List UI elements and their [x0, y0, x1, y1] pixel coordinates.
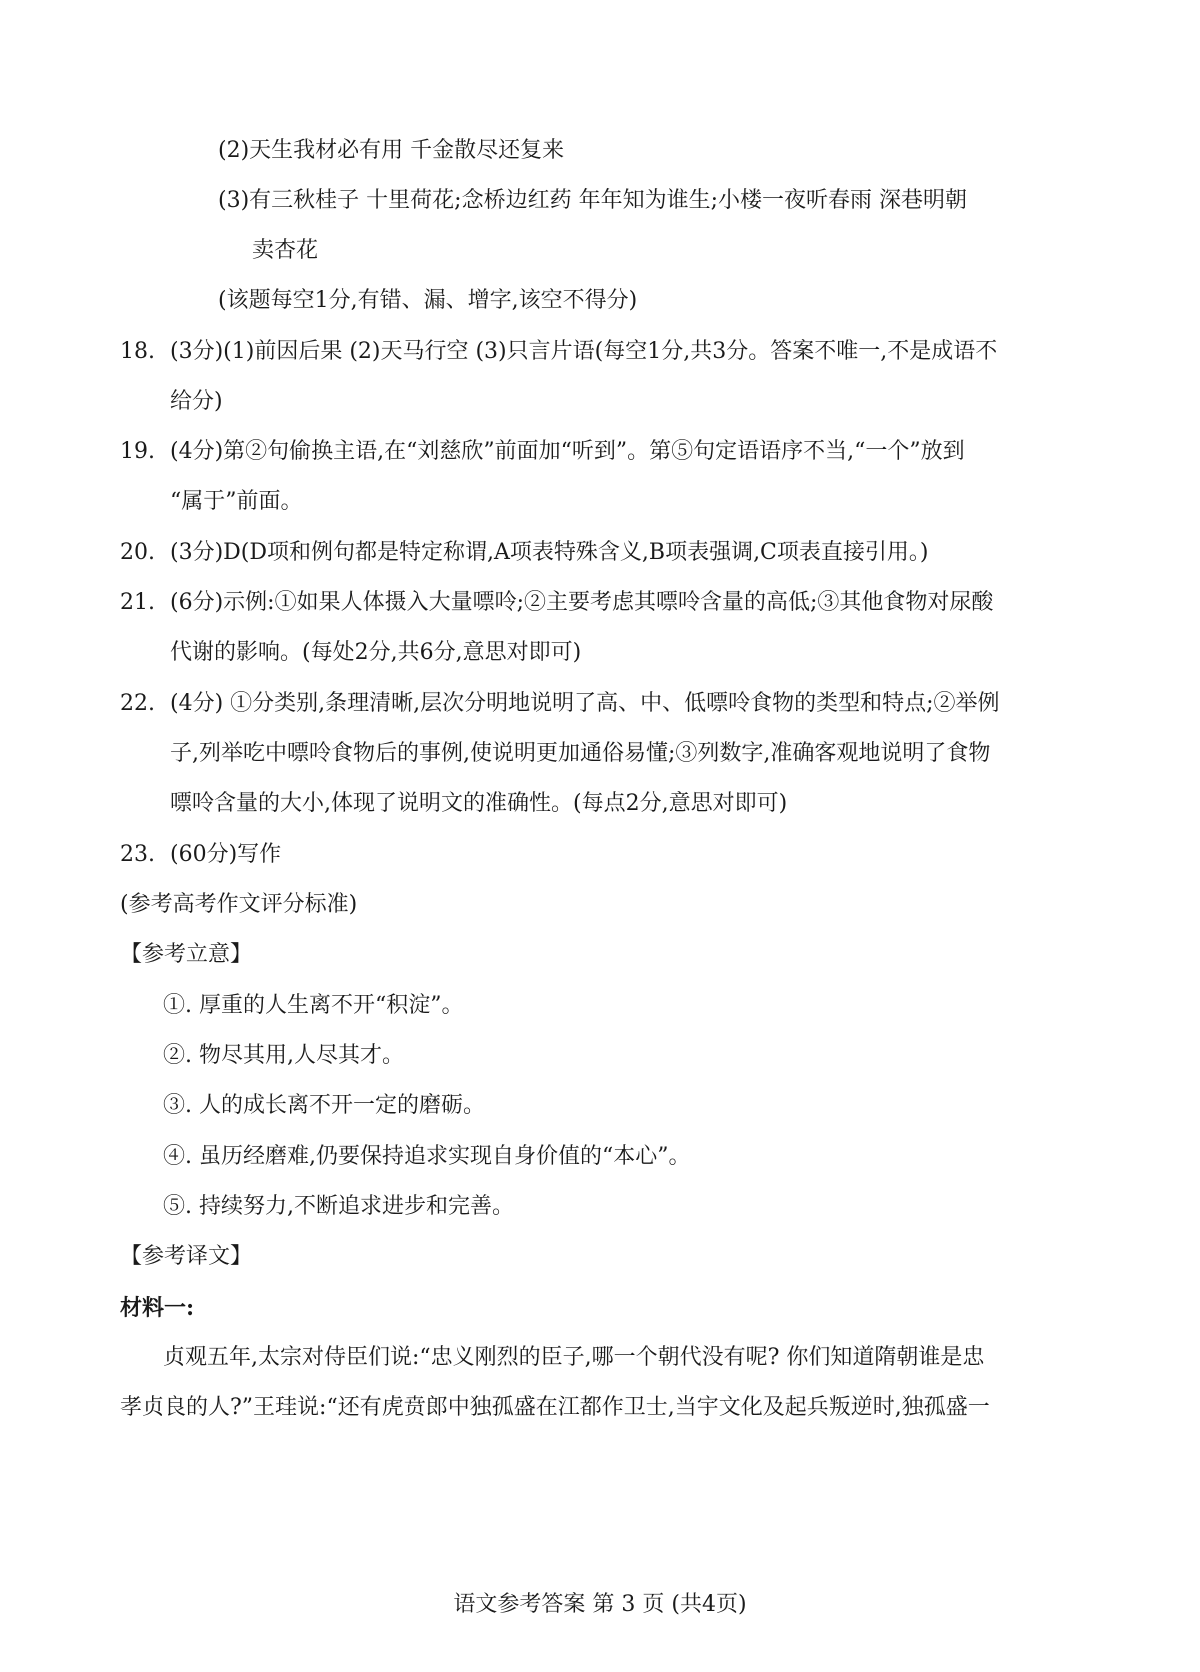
question-19 [120, 437, 965, 467]
question-text: (3分)(1)前因后果 (2)天马行空 (3)只言片语(每空1分,共3分。答案不唯一,不是成语不 [170, 339, 998, 364]
question-18 [120, 337, 997, 367]
idea-item: ④. 虽历经磨难,仍要保持追求实现自身价值的“本心”。 [163, 1144, 691, 1169]
material-heading: 材料一: [120, 1295, 195, 1321]
question-number: 22. [120, 691, 155, 716]
question-text: (6分)示例:①如果人体摄入大量嘌呤;②主要考虑其嘌呤含量的高低;③其他食物对尿酸 [170, 590, 994, 615]
question-22-line3: 嘌呤含量的大小,体现了说明文的准确性。(每点2分,意思对即可) [170, 791, 788, 816]
translation-paragraph-line2: 孝贞良的人?”王珪说:“还有虎贲郎中独孤盛在江都作卫士,当宇文化及起兵叛逆时,独孤盛一 [120, 1395, 990, 1420]
question-text: (60分)写作 [170, 842, 282, 867]
sec17-note: (该题每空1分,有错、漏、增字,该空不得分) [218, 288, 638, 313]
question-number: 18. [120, 339, 155, 364]
question-23 [120, 840, 281, 870]
translation-paragraph-line1: 贞观五年,太宗对侍臣们说:“忠义刚烈的臣子,哪一个朝代没有呢? 你们知道隋朝谁是忠 [163, 1345, 985, 1370]
page-footer: 语文参考答案 第 3 页 (共4页) [453, 1592, 747, 1617]
question-20 [120, 538, 928, 568]
question-text: (3分)D(D项和例句都是特定称谓,A项表特殊含义,B项表强调,C项表直接引用。) [170, 540, 929, 565]
sec17-item2: (2)天生我材必有用 千金散尽还复来 [218, 138, 565, 163]
question-text: (4分) ①分类别,条理清晰,层次分明地说明了高、中、低嘌呤食物的类型和特点;②举例 [170, 691, 1000, 716]
idea-item: ⑤. 持续努力,不断追求进步和完善。 [163, 1194, 514, 1219]
idea-item: ②. 物尽其用,人尽其才。 [163, 1043, 404, 1068]
question-number: 21. [120, 590, 155, 615]
question-21 [120, 588, 993, 618]
sec17-item3-line1: (3)有三秋桂子 十里荷花;念桥边红药 年年知为谁生;小楼一夜听春雨 深巷明朝 [218, 188, 967, 213]
sec17-item3-line2: 卖杏花 [252, 238, 319, 263]
scoring-standard-note: (参考高考作文评分标准) [120, 892, 358, 917]
question-19-line2: “属于”前面。 [170, 489, 303, 514]
question-18-line2: 给分) [170, 389, 223, 414]
question-text: (4分)第②句偷换主语,在“刘慈欣”前面加“听到”。第⑤句定语语序不当,“一个”放到 [170, 439, 965, 464]
translation-heading: 【参考译文】 [120, 1244, 253, 1269]
question-21-line2: 代谢的影响。(每处2分,共6分,意思对即可) [170, 640, 582, 665]
idea-item: ③. 人的成长离不开一定的磨砺。 [163, 1093, 485, 1118]
question-22-line2: 子,列举吃中嘌呤食物后的事例,使说明更加通俗易懂;③列数字,准确客观地说明了食物 [170, 741, 991, 766]
question-number: 23. [120, 842, 155, 867]
ideas-heading: 【参考立意】 [120, 942, 253, 967]
question-number: 20. [120, 540, 155, 565]
question-number: 19. [120, 439, 155, 464]
question-22 [120, 689, 1000, 719]
idea-item: ①. 厚重的人生离不开“积淀”。 [163, 993, 464, 1018]
